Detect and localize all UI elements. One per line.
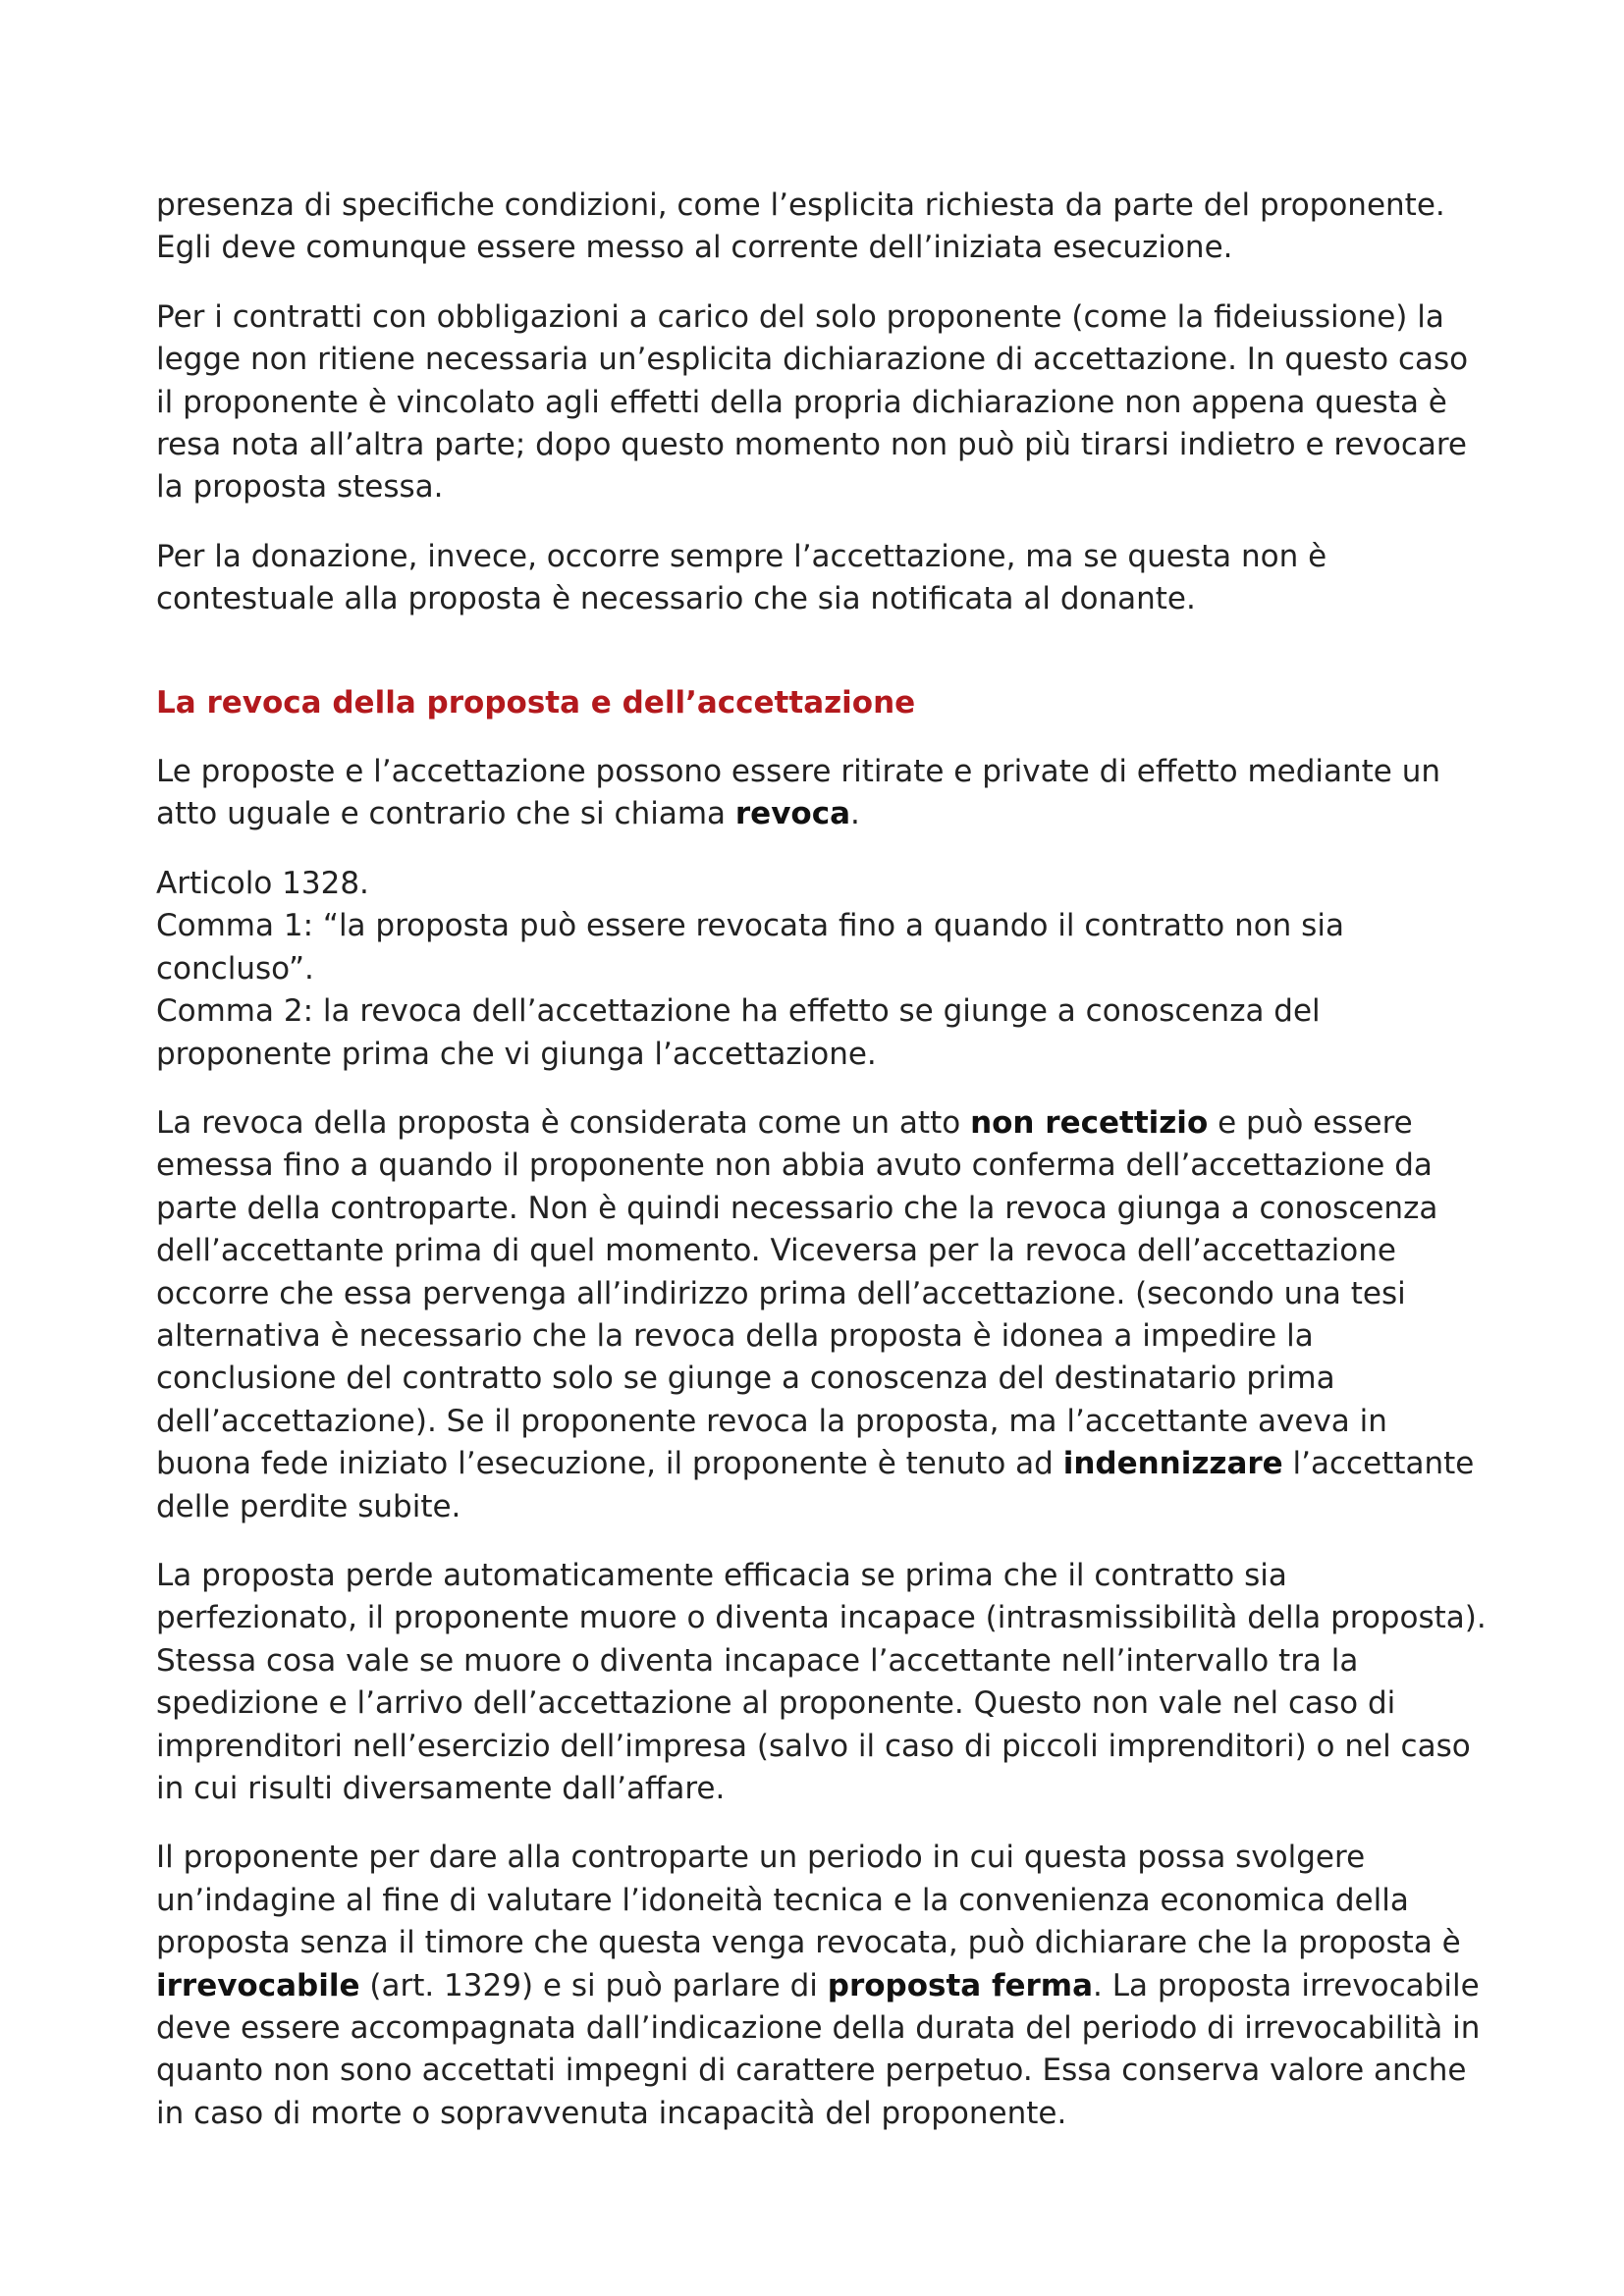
paragraph-revoca-intro — [156, 751, 1491, 836]
bold-term: indennizzare — [1062, 1446, 1283, 1482]
bold-term: revoca — [734, 796, 851, 832]
document-page — [156, 185, 1491, 2162]
paragraph-irrevocabile — [156, 1837, 1491, 2135]
article-title: Articolo 1328. — [156, 865, 369, 901]
text-run: (art. 1329) e si può parlare di — [359, 1967, 828, 2003]
text-run: e può essere emessa fino a quando il proponente non abbia avuto conferma dell’accettazione da parte della controparte. Non è quindi necessario che la revoca giunga a conoscenza dell’accettante prima di quel momento. Viceversa per la revoca dell’accettazione occorre che essa pervenga all’indirizzo prima dell’accettazione. (secondo una tesi alternativa è necessario che la revoca della proposta è idonea a impedire la conclusione del contratto solo se giunge a conoscenza del destinatario prima dell’accettazione). Se il proponente revoca la proposta, ma l’accettante aveva in buona fede iniziato l’esecuzione, il proponente è tenuto ad — [156, 1104, 1438, 1482]
paragraph-line: presenza di specifiche condizioni, come l’esplicita richiesta da parte del proponente. — [156, 187, 1445, 223]
bold-term: irrevocabile — [156, 1967, 360, 2003]
article-comma-2: Comma 2: la revoca dell’accettazione ha effetto se giunge a conoscenza del proponente prima che vi giunga l’accettazione. — [156, 993, 1321, 1072]
text-run: La revoca della proposta è considerata come un atto — [156, 1104, 971, 1141]
article-block — [156, 863, 1491, 1076]
text-run: . La proposta irrevocabile deve essere accompagnata dall’indicazione della durata del periodo di irrevocabilità in quanto non sono accettati impegni di carattere perpetuo. Essa conserva valore anche in caso di morte o sopravvenuta incapacità del proponente. — [156, 1967, 1481, 2131]
text-run: . — [850, 796, 860, 832]
section-heading: La revoca della proposta e dell’accettazione — [156, 684, 916, 721]
paragraph-donazione: Per la donazione, invece, occorre sempre l’accettazione, ma se questa non è contestuale alla proposta è necessario che sia notificata al donante. — [156, 538, 1327, 617]
text-run: Il proponente per dare alla controparte un periodo in cui questa possa svolgere un’indagine al fine di valutare l’idoneità tecnica e la convenienza economica della proposta senza il timore che questa venga revocata, può dichiarare che la proposta è — [156, 1840, 1461, 1961]
article-comma-1: Comma 1: “la proposta può essere revocata fino a quando il contratto non sia concluso”. — [156, 908, 1344, 987]
text-run: l’accettante delle perdite subite. — [156, 1446, 1475, 1524]
bold-term: proposta ferma — [827, 1967, 1094, 2003]
bold-term: non recettizio — [970, 1104, 1209, 1141]
paragraph-efficacia: La proposta perde automaticamente efficacia se prima che il contratto sia perfezionato, il proponente muore o diventa incapace (intrasmissibilità della proposta). Stessa cosa vale se muore o diventa incapace l’accettante nell’intervallo tra la spedizione e l’arrivo dell’accettazione al proponente. Questo non vale nel caso di imprenditori nell’esercizio dell’impresa (salvo il caso di piccoli imprenditori) o nel caso in cui risulti diversamente dall’affare. — [156, 1557, 1487, 1806]
paragraph-continuation — [156, 185, 1491, 270]
paragraph-fideiussione: Per i contratti con obbligazioni a carico del solo proponente (come la fideiussione) la legge non ritiene necessaria un’esplicita dichiarazione di accettazione. In questo caso il proponente è vincolato agli effetti della propria dichiarazione non appena questa è resa nota all’altra parte; dopo questo momento non può più tirarsi indietro e revocare la proposta stessa. — [156, 298, 1469, 506]
text-run: Le proposte e l’accettazione possono essere ritirate e private di effetto mediante un atto uguale e contrario che si chiama — [156, 754, 1441, 832]
paragraph-line: Egli deve comunque essere messo al corrente dell’iniziata esecuzione. — [156, 230, 1233, 266]
paragraph-revoca-proposta — [156, 1102, 1491, 1528]
